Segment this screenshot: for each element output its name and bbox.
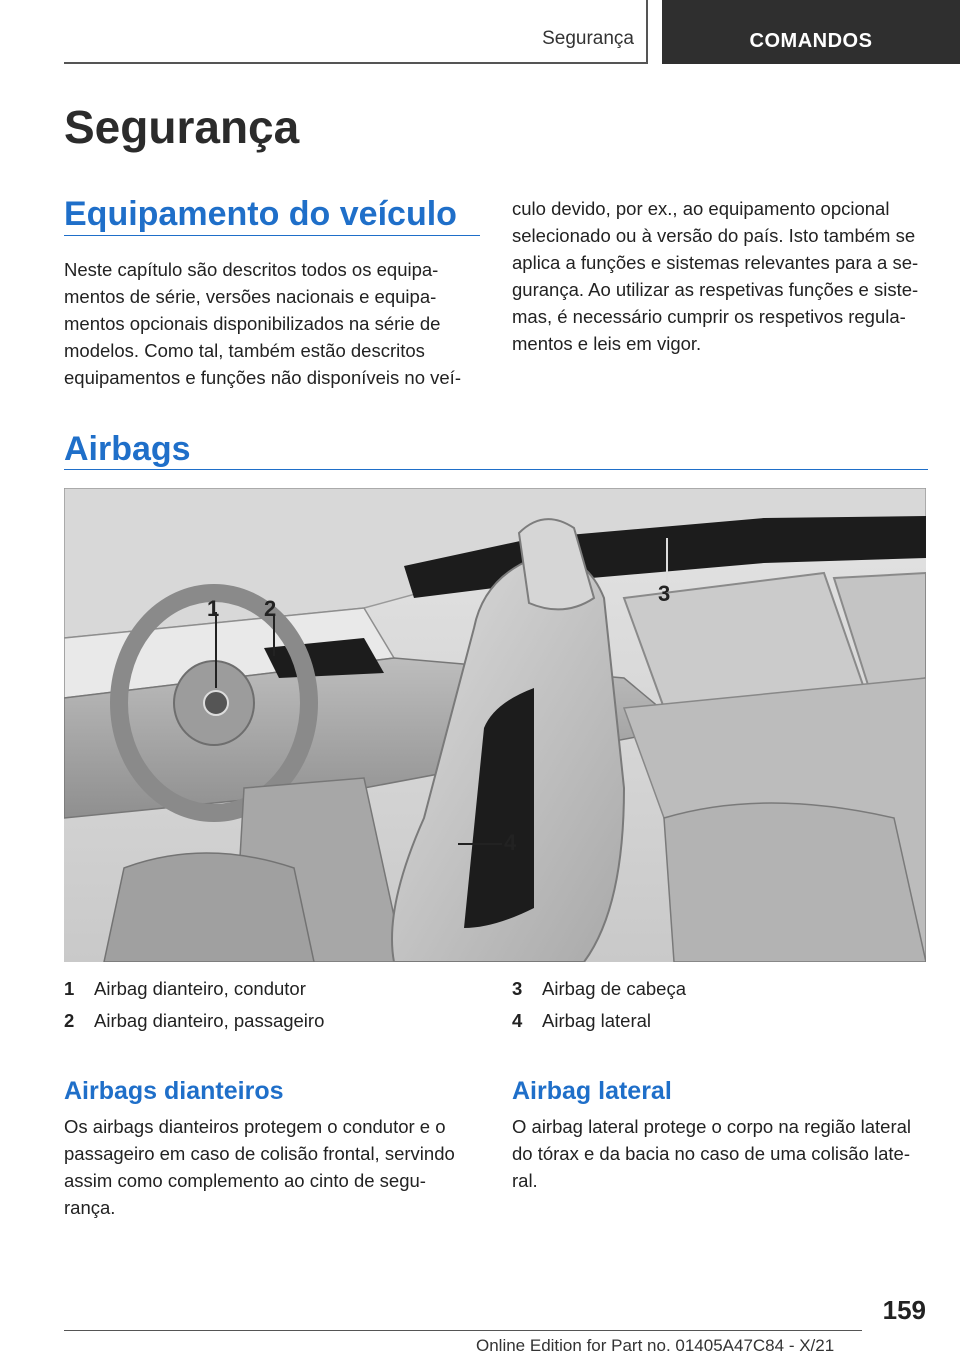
legend-item — [512, 1010, 686, 1042]
figure-legend-right — [512, 978, 686, 1042]
header-section-tab — [64, 0, 648, 62]
text-line: rança. — [64, 1197, 116, 1218]
page-number: 159 — [882, 1295, 926, 1325]
footer-rule — [64, 1330, 862, 1331]
text-line: mentos opcionais disponibilizados na série de — [64, 313, 441, 334]
section-rule — [64, 469, 928, 470]
section-heading-vehicle-equipment: Equipamento do veículo — [64, 195, 457, 233]
legend-number: 1 — [64, 978, 75, 999]
text-line: do tórax e da bacia no caso de uma colisão late- — [512, 1143, 910, 1164]
text-line: aplica a funções e sistemas relevantes para a se- — [512, 252, 919, 273]
legend-item — [512, 978, 686, 1010]
page-title: Segurança — [64, 101, 300, 153]
legend-number: 2 — [64, 1010, 75, 1031]
text-line: mentos e leis em vigor. — [512, 333, 702, 354]
text-line: Os airbags dianteiros protegem o condutor e o — [64, 1116, 446, 1137]
text-line: modelos. Como tal, também estão descritos — [64, 340, 425, 361]
legend-item — [64, 1010, 324, 1042]
legend-label: Airbag de cabeça — [542, 978, 686, 999]
subsection-heading-side-airbag: Airbag lateral — [512, 1077, 672, 1105]
text-line: O airbag lateral protege o corpo na região lateral — [512, 1116, 912, 1137]
callout-label-2: 2 — [264, 596, 277, 621]
text-line: assim como complemento ao cinto de segu- — [64, 1170, 426, 1191]
text-line: passageiro em caso de colisão frontal, servindo — [64, 1143, 455, 1164]
text-line: Neste capítulo são descritos todos os equipa- — [64, 259, 439, 280]
figure-legend-left — [64, 978, 324, 1042]
legend-label: Airbag lateral — [542, 1010, 652, 1031]
section-heading-airbags: Airbags — [64, 430, 191, 468]
legend-number: 3 — [512, 978, 523, 999]
text-line: equipamentos e funções não disponíveis no veí- — [64, 367, 461, 388]
text-line: ral. — [512, 1170, 538, 1191]
callout-label-3: 3 — [658, 581, 671, 606]
vehicle-equipment-col1 — [64, 256, 484, 391]
text-line: mas, é necessário cumprir os respetivos regula- — [512, 306, 906, 327]
header-section-label: Segurança — [542, 28, 634, 49]
airbags-illustration — [64, 488, 926, 962]
header-chapter-tab — [662, 0, 960, 64]
text-line: mentos de série, versões nacionais e equipa- — [64, 286, 437, 307]
subsection-heading-front-airbags: Airbags dianteiros — [64, 1077, 284, 1105]
section-rule — [64, 235, 480, 236]
legend-label: Airbag dianteiro, condutor — [94, 978, 306, 999]
header-divider — [64, 62, 648, 64]
side-airbag-text — [512, 1113, 932, 1194]
text-line: selecionado ou à versão do país. Isto também se — [512, 225, 916, 246]
header-chapter-label: COMANDOS — [749, 30, 873, 52]
text-line: culo devido, por ex., ao equipamento opcional — [512, 198, 890, 219]
callout-label-4: 4 — [504, 830, 517, 855]
legend-item — [64, 978, 324, 1010]
legend-number: 4 — [512, 1010, 523, 1031]
vehicle-equipment-col2 — [512, 195, 932, 357]
car-interior-illustration — [64, 488, 926, 962]
footer-edition-text: Online Edition for Part no. 01405A47C84 - X/21 — [476, 1336, 835, 1355]
front-airbags-text — [64, 1113, 484, 1221]
text-line: gurança. Ao utilizar as respetivas funções e siste- — [512, 279, 919, 300]
legend-label: Airbag dianteiro, passageiro — [94, 1010, 325, 1031]
callout-label-1: 1 — [207, 596, 220, 621]
